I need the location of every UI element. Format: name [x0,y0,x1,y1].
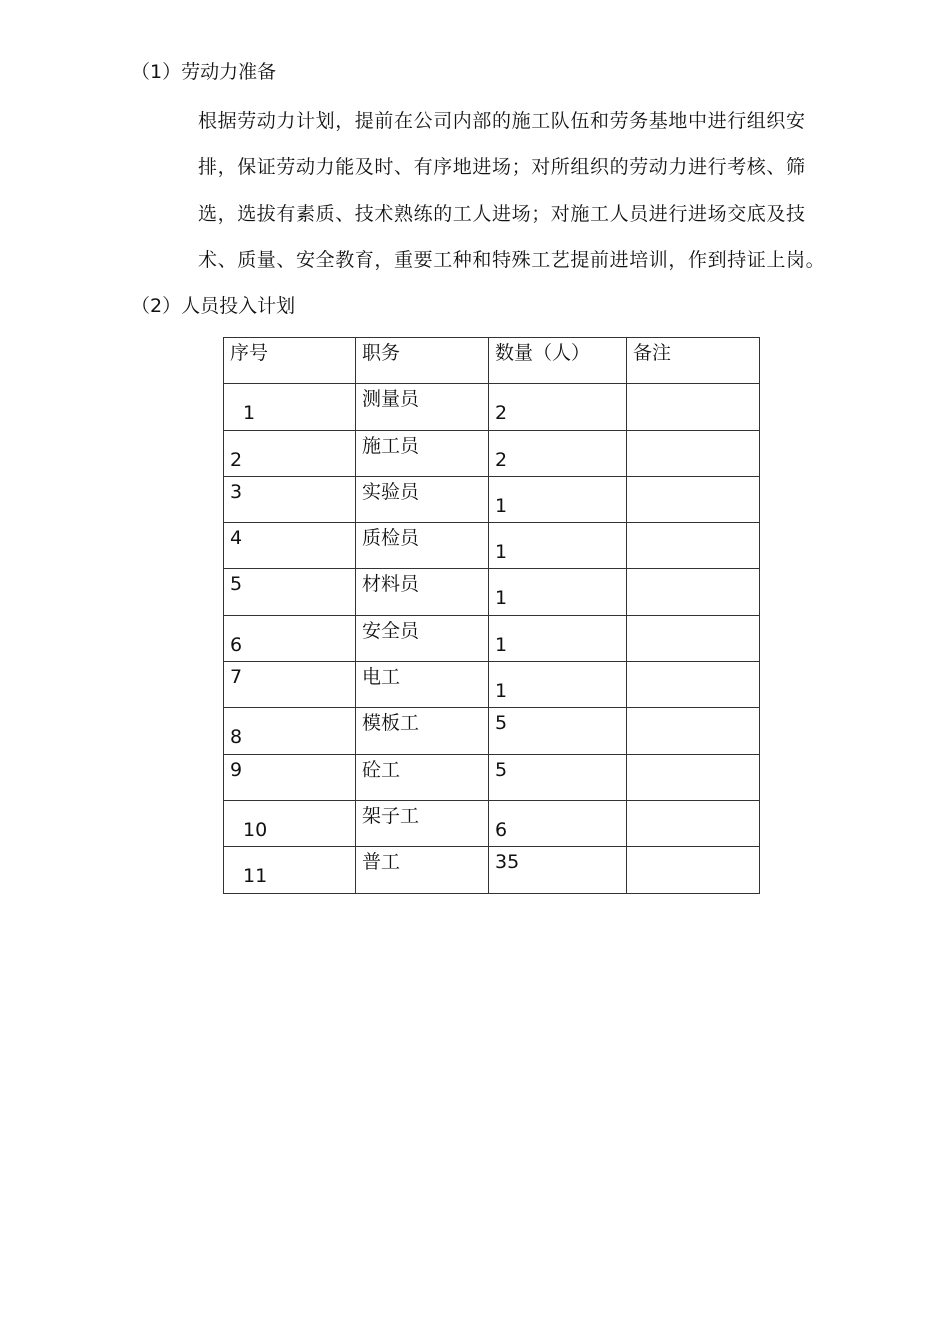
paragraph-line: 术、质量、安全教育，重要工种和特殊工艺提前进培训，作到持证上岗。 [198,248,826,271]
labor-preparation-heading: （1）劳动力准备 [131,61,277,83]
header-cell-count [489,338,627,384]
row-number: 8 [230,726,243,749]
row-number: 3 [230,480,243,503]
row-role: 砼工 [362,758,401,781]
cell-no [224,476,356,522]
cell-role [356,476,489,522]
cell-role [356,384,489,430]
row-number: 6 [230,633,243,656]
cell-no [224,569,356,615]
cell-no [224,615,356,661]
row-role: 安全员 [362,619,420,642]
row-role: 模板工 [362,712,420,735]
paragraph-line: 排，保证劳动力能及时、有序地进场；对所组织的劳动力进行考核、筛 [198,156,806,179]
cell-role [356,615,489,661]
table-row [224,430,760,476]
cell-count [489,476,627,522]
row-role: 实验员 [362,480,420,503]
labor-preparation-paragraph [198,98,878,283]
table-row [224,754,760,800]
table-row [224,476,760,522]
table-row [224,847,760,893]
row-count: 5 [495,712,508,735]
header-role-label: 职务 [362,342,401,364]
row-count: 1 [495,541,508,564]
table-row [224,569,760,615]
cell-role [356,430,489,476]
cell-count [489,430,627,476]
cell-remark [627,476,760,522]
row-number: 7 [230,666,243,689]
header-remark-label: 备注 [633,342,672,364]
paragraph-line: 根据劳动力计划，提前在公司内部的施工队伍和劳务基地中进行组织安 [198,110,806,132]
cell-role [356,523,489,569]
header-cell-remark [627,338,760,384]
table-row [224,615,760,661]
row-count: 6 [495,818,508,841]
row-count: 2 [495,402,508,425]
cell-count [489,569,627,615]
staffing-plan-heading: （2）人员投入计划 [131,295,296,317]
cell-no [224,847,356,893]
header-count-label: 数量（人） [495,342,591,364]
row-number: 2 [230,448,243,471]
row-number: 11 [243,865,268,888]
cell-remark [627,754,760,800]
cell-role [356,662,489,708]
cell-role [356,754,489,800]
cell-remark [627,615,760,661]
cell-remark [627,523,760,569]
cell-remark [627,708,760,754]
cell-remark [627,800,760,846]
row-number: 9 [230,758,243,781]
cell-no [224,523,356,569]
cell-role [356,569,489,615]
cell-no [224,800,356,846]
header-cell-no [224,338,356,384]
cell-remark [627,569,760,615]
cell-count [489,384,627,430]
cell-remark [627,384,760,430]
cell-remark [627,430,760,476]
cell-count [489,800,627,846]
cell-role [356,847,489,893]
cell-no [224,708,356,754]
table-row [224,708,760,754]
row-number: 4 [230,527,243,550]
row-number: 10 [243,818,268,841]
cell-no [224,662,356,708]
row-count: 35 [495,851,520,874]
cell-role [356,708,489,754]
header-no-label: 序号 [230,342,269,364]
row-role: 材料员 [362,573,420,596]
table-row [224,800,760,846]
table-row [224,384,760,430]
cell-remark [627,662,760,708]
cell-count [489,708,627,754]
cell-count [489,662,627,708]
cell-no [224,754,356,800]
row-count: 1 [495,494,508,517]
cell-role [356,800,489,846]
row-count: 1 [495,633,508,656]
cell-no [224,384,356,430]
row-count: 2 [495,448,508,471]
row-role: 普工 [362,851,401,874]
row-role: 施工员 [362,434,420,457]
row-role: 质检员 [362,527,420,550]
cell-no [224,430,356,476]
table-row [224,523,760,569]
cell-count [489,847,627,893]
paragraph-line: 选，选拔有素质、技术熟练的工人进场；对施工人员进行进场交底及技 [198,202,806,225]
row-role: 架子工 [362,804,420,827]
staffing-plan-table [223,337,760,894]
header-cell-role [356,338,489,384]
row-count: 1 [495,587,508,610]
cell-count [489,615,627,661]
row-count: 5 [495,758,508,781]
cell-count [489,523,627,569]
row-number: 1 [243,402,256,425]
cell-count [489,754,627,800]
row-number: 5 [230,573,243,596]
row-role: 电工 [362,666,401,689]
row-count: 1 [495,680,508,703]
cell-remark [627,847,760,893]
table-row [224,662,760,708]
table-header-row [224,338,760,384]
row-role: 测量员 [362,388,420,411]
